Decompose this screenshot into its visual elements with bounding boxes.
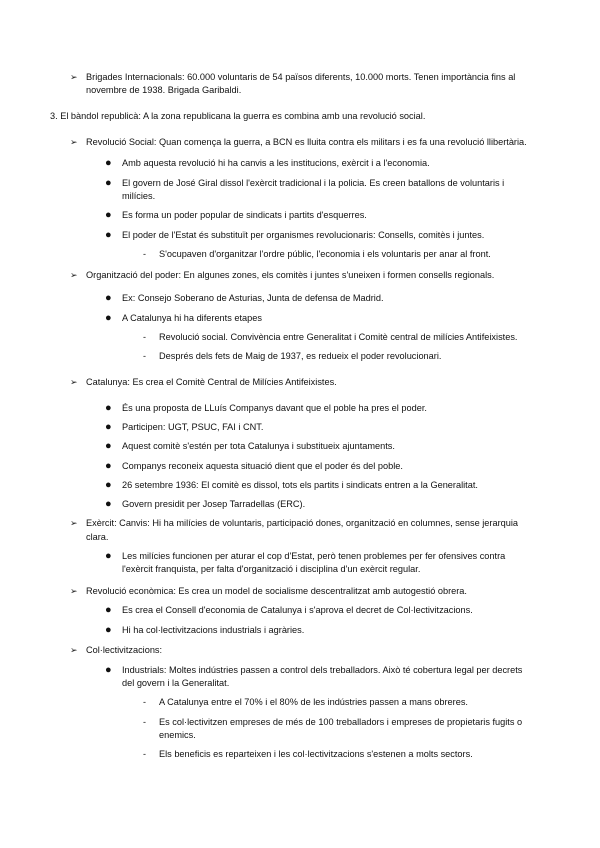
dash-bullet-icon: - — [143, 351, 146, 361]
collectivitzacions-heading: Col·lectivitzacions: — [86, 645, 163, 655]
bullet-icon: ● — [105, 292, 112, 304]
collectivitzacions-item-line-1: Industrials: Moltes indústries passen a control dels treballadors. Això té cobertura legal per decrets — [122, 665, 523, 675]
dash-bullet-icon: - — [143, 332, 146, 342]
catalunya-item-2: Participen: UGT, PSUC, FAI i CNT. — [122, 422, 264, 432]
arrow-bullet-icon: ➢ — [70, 586, 78, 596]
bullet-icon: ● — [105, 421, 112, 433]
revolucio-social-item-4: El poder de l'Estat és substituït per organismes revolucionaris: Consells, comitès i juntes. — [122, 230, 485, 240]
exercit-item-line-1: Les milícies funcionen per aturar el cop d'Estat, però tenen problemes per fer ofensives contra — [122, 551, 506, 561]
bullet-icon: ● — [105, 460, 112, 472]
revolucio-social-item-2-line-1: El govern de José Giral dissol l'exèrcit tradicional i la policia. Es creen batallons de voluntaris i — [122, 178, 505, 188]
organitzacio-item-1: Ex: Consejo Soberano de Asturias, Junta de defensa de Madrid. — [122, 293, 384, 303]
bullet-icon: ● — [105, 312, 112, 324]
revolucio-social-heading: Revolució Social: Quan comença la guerra, a BCN es lluita contra els militars i es fa una revolució llibertària. — [86, 137, 527, 147]
arrow-bullet-icon: ➢ — [70, 270, 78, 280]
bullet-icon: ● — [105, 550, 112, 562]
dash-bullet-icon: - — [143, 249, 146, 259]
arrow-bullet-icon: ➢ — [70, 645, 78, 655]
exercit-heading-line-2: clara. — [86, 532, 109, 542]
organitzacio-subitem-2: Després dels fets de Maig de 1937, es redueix el poder revolucionari. — [159, 351, 442, 361]
bullet-icon: ● — [105, 604, 112, 616]
revolucio-social-item-2-line-2: milícies. — [122, 191, 156, 201]
catalunya-item-3: Aquest comitè s'estén per tota Catalunya i substitueix ajuntaments. — [122, 441, 395, 451]
exercit-heading-line-1: Exèrcit: Canvis: Hi ha milícies de voluntaris, participació dones, organització en columnes, sense jerarquia — [86, 518, 519, 528]
arrow-bullet-icon: ➢ — [70, 137, 78, 147]
revolucio-social-item-3: Es forma un poder popular de sindicats i partits d'esquerres. — [122, 210, 367, 220]
intro-line-2: novembre de 1938. Brigada Garibaldi. — [86, 85, 242, 95]
organitzacio-item-2: A Catalunya hi ha diferents etapes — [122, 313, 262, 323]
arrow-bullet-icon: ➢ — [70, 518, 78, 528]
dash-bullet-icon: - — [143, 697, 146, 707]
economica-item-2: Hi ha col·lectivitzacions industrials i agràries. — [122, 625, 305, 635]
economica-heading: Revolució econòmica: Es crea un model de socialisme descentralitzat amb autogestió obrera. — [86, 586, 467, 596]
bullet-icon: ● — [105, 157, 112, 169]
catalunya-heading: Catalunya: Es crea el Comitè Central de Milícies Antifeixistes. — [86, 377, 337, 387]
collectivitzacions-item-line-2: del govern i la Generalitat. — [122, 678, 230, 688]
organitzacio-heading: Organització del poder: En algunes zones, els comitès i juntes s'uneixen i formen consells regionals. — [86, 270, 495, 280]
exercit-item-line-2: l'exèrcit franquista, per falta d'organització i disciplina d'un exèrcit regular. — [122, 564, 421, 574]
catalunya-item-5: 26 setembre 1936: El comitè es dissol, tots els partits i sindicats entren a la Generalitat. — [122, 480, 478, 490]
bullet-icon: ● — [105, 498, 112, 510]
economica-item-1: Es crea el Consell d'economia de Catalunya i s'aprova el decret de Col·lectivitzacions. — [122, 605, 473, 615]
revolucio-social-item-1: Amb aquesta revolució hi ha canvis a les institucions, exèrcit i a l'economia. — [122, 158, 430, 168]
dash-bullet-icon: - — [143, 717, 146, 727]
collectivitzacions-subitem-2-line-1: Es col·lectivitzen empreses de més de 100 treballadors i empreses de propietaris fugits o — [159, 717, 523, 727]
bullet-icon: ● — [105, 664, 112, 676]
intro-line-1: Brigades Internacionals: 60.000 voluntaris de 54 països diferents, 10.000 morts. Tenen importància fins al — [86, 72, 516, 82]
catalunya-item-1: És una proposta de LLuís Companys davant que el poble ha pres el poder. — [122, 403, 427, 413]
bullet-icon: ● — [105, 624, 112, 636]
dash-bullet-icon: - — [143, 749, 146, 759]
bullet-icon: ● — [105, 177, 112, 189]
organitzacio-subitem-1: Revolució social. Convivència entre Generalitat i Comitè central de milícies Antifeixistes. — [159, 332, 518, 342]
collectivitzacions-subitem-1: A Catalunya entre el 70% i el 80% de les indústries passen a mans obreres. — [159, 697, 468, 707]
bullet-icon: ● — [105, 440, 112, 452]
collectivitzacions-subitem-3: Els beneficis es reparteixen i les col·lectivitzacions s'estenen a molts sectors. — [159, 749, 473, 759]
catalunya-item-4: Companys reconeix aquesta situació dient que el poder és del poble. — [122, 461, 403, 471]
bullet-icon: ● — [105, 229, 112, 241]
bullet-icon: ● — [105, 402, 112, 414]
arrow-bullet-icon: ➢ — [70, 377, 78, 387]
bullet-icon: ● — [105, 209, 112, 221]
bullet-icon: ● — [105, 479, 112, 491]
revolucio-social-subitem: S'ocupaven d'organitzar l'ordre públic, l'economia i els voluntaris per anar al front. — [159, 249, 491, 259]
arrow-bullet-icon: ➢ — [70, 72, 78, 82]
catalunya-item-6: Govern presidit per Josep Tarradellas (ERC). — [122, 499, 306, 509]
collectivitzacions-subitem-2-line-2: enemics. — [159, 730, 196, 740]
section-3-heading: 3. El bàndol republicà: A la zona republicana la guerra es combina amb una revolució social. — [50, 111, 426, 121]
